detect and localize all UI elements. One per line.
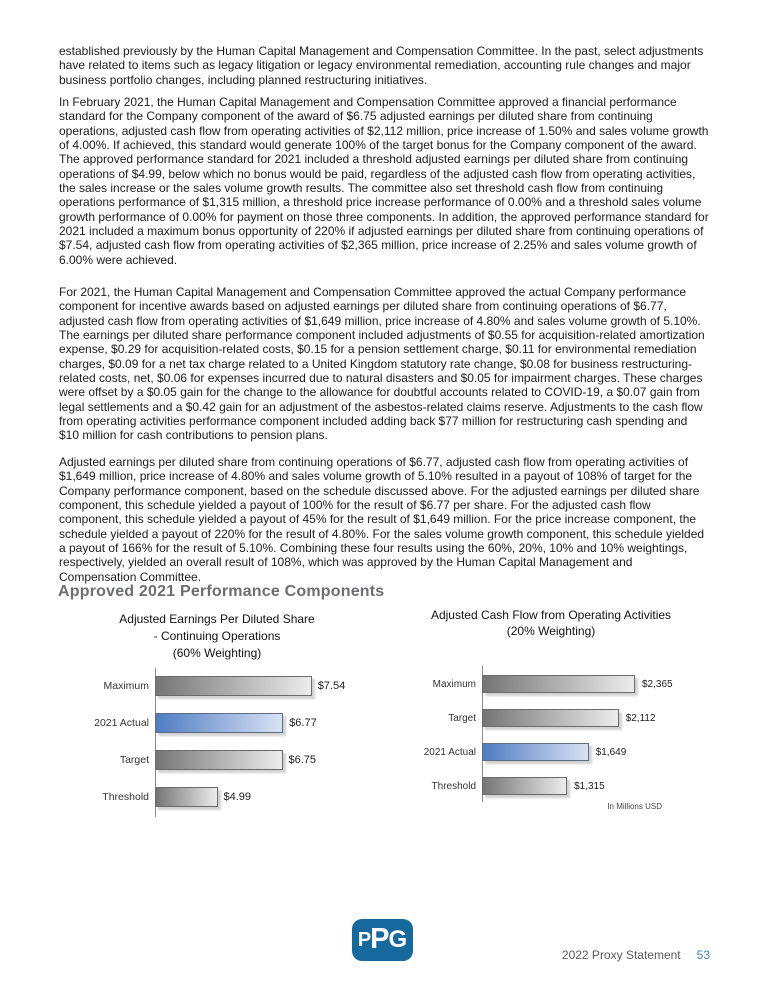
category-label: Threshold (102, 791, 149, 803)
logo-letter: P (370, 922, 390, 955)
bar-maximum (155, 676, 312, 696)
chart-row (405, 777, 745, 795)
value-label: $7.54 (317, 680, 346, 692)
category-label: Maximum (432, 678, 476, 690)
ppg-logo (352, 919, 413, 961)
bar-area (155, 713, 317, 733)
category-label: 2021 Actual (423, 746, 476, 758)
category-label: Maximum (103, 680, 149, 692)
chart-title-line: (60% Weighting) (172, 646, 262, 660)
category-label: 2021 Actual (94, 717, 149, 729)
chart-row (405, 743, 745, 761)
chart-adjusted-eps (57, 605, 397, 825)
bar-threshold (482, 777, 567, 795)
units-note: In Millions USD (607, 802, 662, 811)
bar-threshold (155, 787, 218, 807)
paragraph-4: Adjusted earnings per diluted share from continuing operations of $6.77, adjusted cash flow from operating activities of $1,649 million, price increase of 4.80% and sales volume growth of 5.10% resulted in a payout of 108% of target for the Company performance component, based on the schedule discussed above. For the adjusted earnings per diluted share component, this schedule yielded a payout of 100% for the result of $6.77 per share. For the adjusted cash flow component, this schedule yielded a payout of 45% for the result of $1,649 million. For the price increase component, the schedule yielded a payout of 220% for the result of 4.80%. For the sales volume growth component, this schedule yielded a payout of 166% for the result of 5.10%. Combining these four results using the 60%, 20%, 10% and 10% weightings, respectively, yielded an overall result of 108%, which was approved by the Human Capital Management and Compensation Committee. (59, 455, 705, 584)
bar-area (155, 676, 345, 696)
paragraph-1: established previously by the Human Capital Management and Compensation Committee. In the past, select adjustments have related to items such as legacy litigation or legacy environmental remediation, accounting rule changes and major business portfolio changes, including planned restructuring initiatives. (59, 44, 704, 87)
chart-row (57, 713, 397, 733)
logo-letter: G (388, 926, 408, 953)
bar-area (155, 787, 251, 807)
logo-letter: P (357, 929, 372, 951)
value-label: $1,315 (574, 780, 605, 792)
value-label: $6.75 (288, 754, 317, 766)
chart-row (57, 750, 397, 770)
chart-row (405, 709, 745, 727)
footer-label: 2022 Proxy Statement (561, 948, 681, 962)
chart-title (405, 608, 697, 639)
bar-target (155, 750, 283, 770)
bar-area (482, 743, 626, 761)
category-label: Target (448, 712, 476, 724)
chart-title-line: Adjusted Cash Flow from Operating Activities (430, 608, 672, 622)
chart-rows (57, 676, 397, 824)
chart-row (405, 675, 745, 693)
bar-area (482, 709, 656, 727)
page-footer (562, 948, 710, 962)
chart-row (57, 787, 397, 807)
paragraph-2: In February 2021, the Human Capital Management and Compensation Committee approved a financial performance standard for the Company component of the award of $6.75 adjusted earnings per diluted share from continuing operations, adjusted cash flow from operating activities of $2,112 million, price increase of 1.50% and sales volume growth of 4.00%. If achieved, this standard would generate 100% of the target bonus for the Company component of the award. The approved performance standard for 2021 included a threshold adjusted earnings per diluted share from continuing operations of $4.99, below which no bonus would be paid, regardless of the adjusted cash flow from operating activities, the sales increase or the sales volume growth results. The committee also set threshold cash flow from continuing operations performance of $1,315 million, a threshold price increase performance of 0.00% and a threshold sales volume growth performance of 0.00% for payment on those three components. In addition, the approved performance standard for 2021 included a maximum bonus opportunity of 220% if adjusted earnings per diluted share from continuing operations of $7.54, adjusted cash flow from operating activities of $2,365 million, price increase of 2.25% and sales volume growth of 6.00% were achieved. (59, 95, 709, 267)
chart-row (57, 676, 397, 696)
bar-area (155, 750, 316, 770)
chart-title-line: Adjusted Earnings Per Diluted Share (119, 612, 315, 626)
value-label: $1,649 (595, 746, 627, 758)
section-heading: Approved 2021 Performance Components (58, 583, 385, 600)
bar-maximum (482, 675, 635, 693)
page-number: 53 (696, 948, 710, 962)
bar-area (482, 777, 605, 795)
value-label: $2,365 (642, 678, 673, 690)
chart-title-line: (20% Weighting) (506, 623, 596, 638)
category-label: Target (119, 754, 149, 766)
paragraph-3: For 2021, the Human Capital Management and Compensation Committee approved the actual Company performance component for incentive awards based on adjusted earnings per diluted share from continuing operations of $6.77, adjusted cash flow from operating activities of $1,649 million, price increase of 4.80% and sales volume growth of 5.10%. The earnings per diluted share performance component included adjustments of $0.55 for acquisition-related amortization expense, $0.29 for acquisition-related costs, $0.15 for a pension settlement charge, $0.11 for environmental remediation charges, $0.09 for a net tax charge related to a United Kingdom statutory rate change, $0.08 for business restructuring-related costs, net, $0.06 for expenses incurred due to natural disasters and $0.05 for impairment charges. These charges were offset by a $0.05 gain for the change to the allowance for doubtful accounts related to COVID-19, a $0.07 gain from legal settlements and a $0.42 gain for an adjustment of the asbestos-related claims reserve. Adjustments to the cash flow from operating activities performance component included adding back $77 million for restructuring cash spending and $10 million for cash contributions to pension plans. (59, 285, 705, 443)
chart-title-line: - Continuing Operations (153, 629, 281, 643)
chart-title (57, 611, 377, 662)
category-label: Threshold (431, 780, 476, 792)
value-label: $6.77 (289, 717, 317, 729)
bar-target (482, 709, 619, 727)
chart-adjusted-cash-flow (405, 605, 745, 825)
bar-2021-actual (155, 713, 283, 733)
value-label: $2,112 (625, 712, 656, 724)
value-label: $4.99 (223, 791, 252, 803)
bar-2021-actual (482, 743, 589, 761)
bar-area (482, 675, 673, 693)
chart-rows (405, 675, 745, 811)
